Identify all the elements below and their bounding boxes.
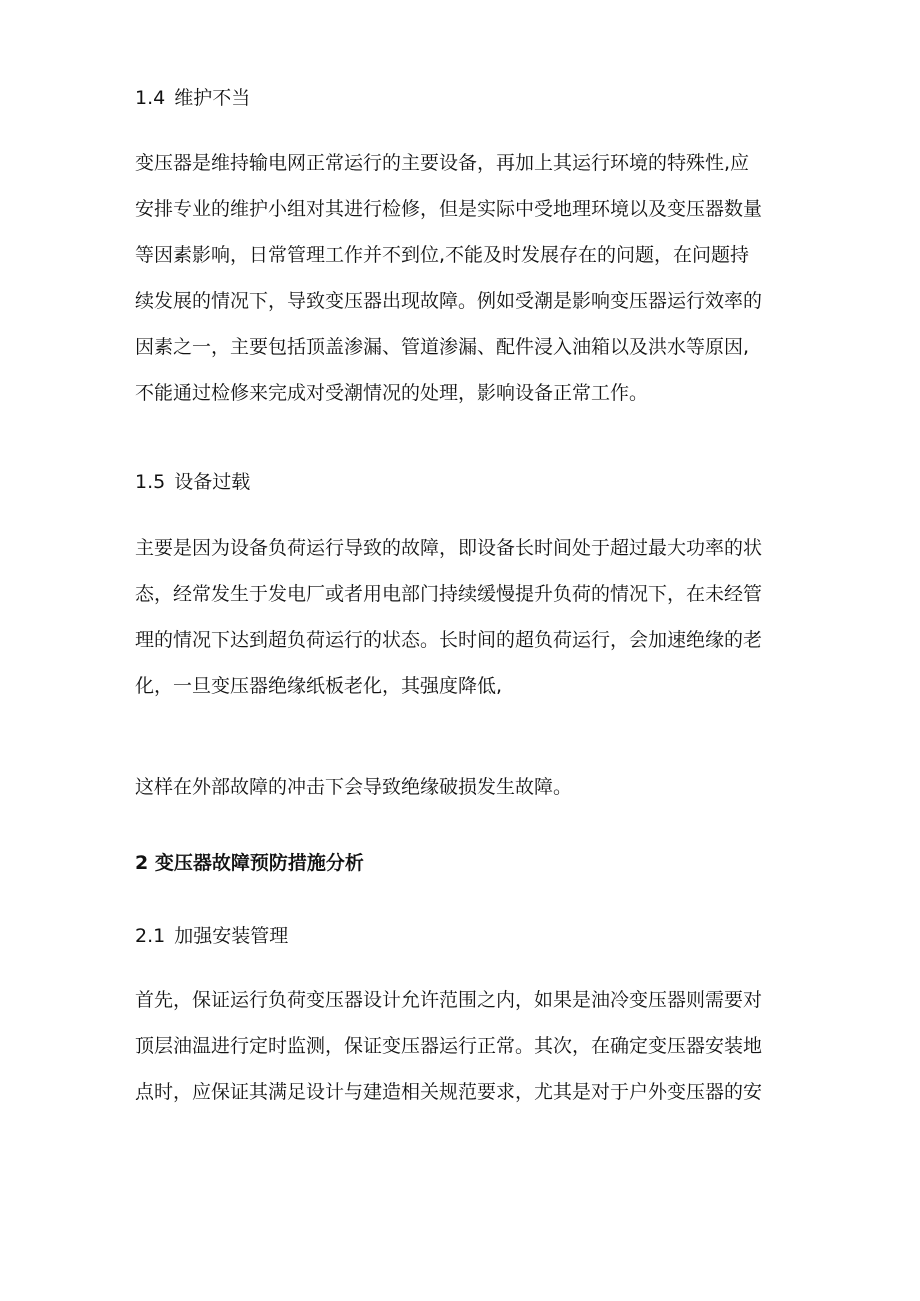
text-line: 点时，应保证其满足设计与建造相关规范要求，尤其是对于户外变压器的安: [135, 1081, 763, 1103]
paragraph-1-5: [135, 525, 785, 709]
paragraph-1-4: [135, 140, 785, 416]
section-heading-1-5: [135, 470, 250, 494]
section-title: 设备过载: [174, 471, 251, 493]
text-line: 态，经常发生于发电厂或者用电部门持续缓慢提升负荷的情况下，在未经管: [135, 583, 763, 605]
chapter-title: 2 变压器故障预防措施分析: [135, 852, 364, 874]
text-line: 等因素影响，日常管理工作并不到位,不能及时发展存在的问题，在问题持: [135, 244, 750, 266]
section-number: 1.4: [135, 87, 166, 109]
text-line: 不能通过检修来完成对受潮情况的处理，影响设备正常工作。: [135, 382, 649, 404]
section-number: 2.1: [135, 925, 166, 947]
text-line: 安排专业的维护小组对其进行检修，但是实际中受地理环境以及变压器数量: [135, 198, 763, 220]
text-line: 理的情况下达到超负荷运行的状态。长时间的超负荷运行，会加速绝缘的老: [135, 629, 763, 651]
text-line: 续发展的情况下，导致变压器出现故障。例如受潮是影响变压器运行效率的: [135, 290, 763, 312]
paragraph-1-5-continued: [135, 764, 785, 810]
section-title: 维护不当: [174, 87, 251, 109]
text-line: 顶层油温进行定时监测，保证变压器运行正常。其次，在确定变压器安装地: [135, 1035, 763, 1057]
paragraph-2-1: [135, 977, 785, 1115]
section-heading-2-1: [135, 924, 288, 948]
section-heading-1-4: [135, 86, 250, 110]
section-number: 1.5: [135, 471, 166, 493]
text-line: 这样在外部故障的冲击下会导致绝缘破损发生故障。: [135, 776, 573, 798]
text-line: 化，一旦变压器绝缘纸板老化，其强度降低,: [135, 675, 503, 697]
text-line: 变压器是维持输电网正常运行的主要设备，再加上其运行环境的特殊性,应: [135, 152, 750, 174]
section-title: 加强安装管理: [174, 925, 289, 947]
text-line: 首先，保证运行负荷变压器设计允许范围之内，如果是油冷变压器则需要对: [135, 989, 763, 1011]
text-line: 因素之一，主要包括顶盖渗漏、管道渗漏、配件浸入油箱以及洪水等原因,: [135, 336, 750, 358]
chapter-heading-2: [135, 851, 364, 875]
text-line: 主要是因为设备负荷运行导致的故障，即设备长时间处于超过最大功率的状: [135, 537, 763, 559]
